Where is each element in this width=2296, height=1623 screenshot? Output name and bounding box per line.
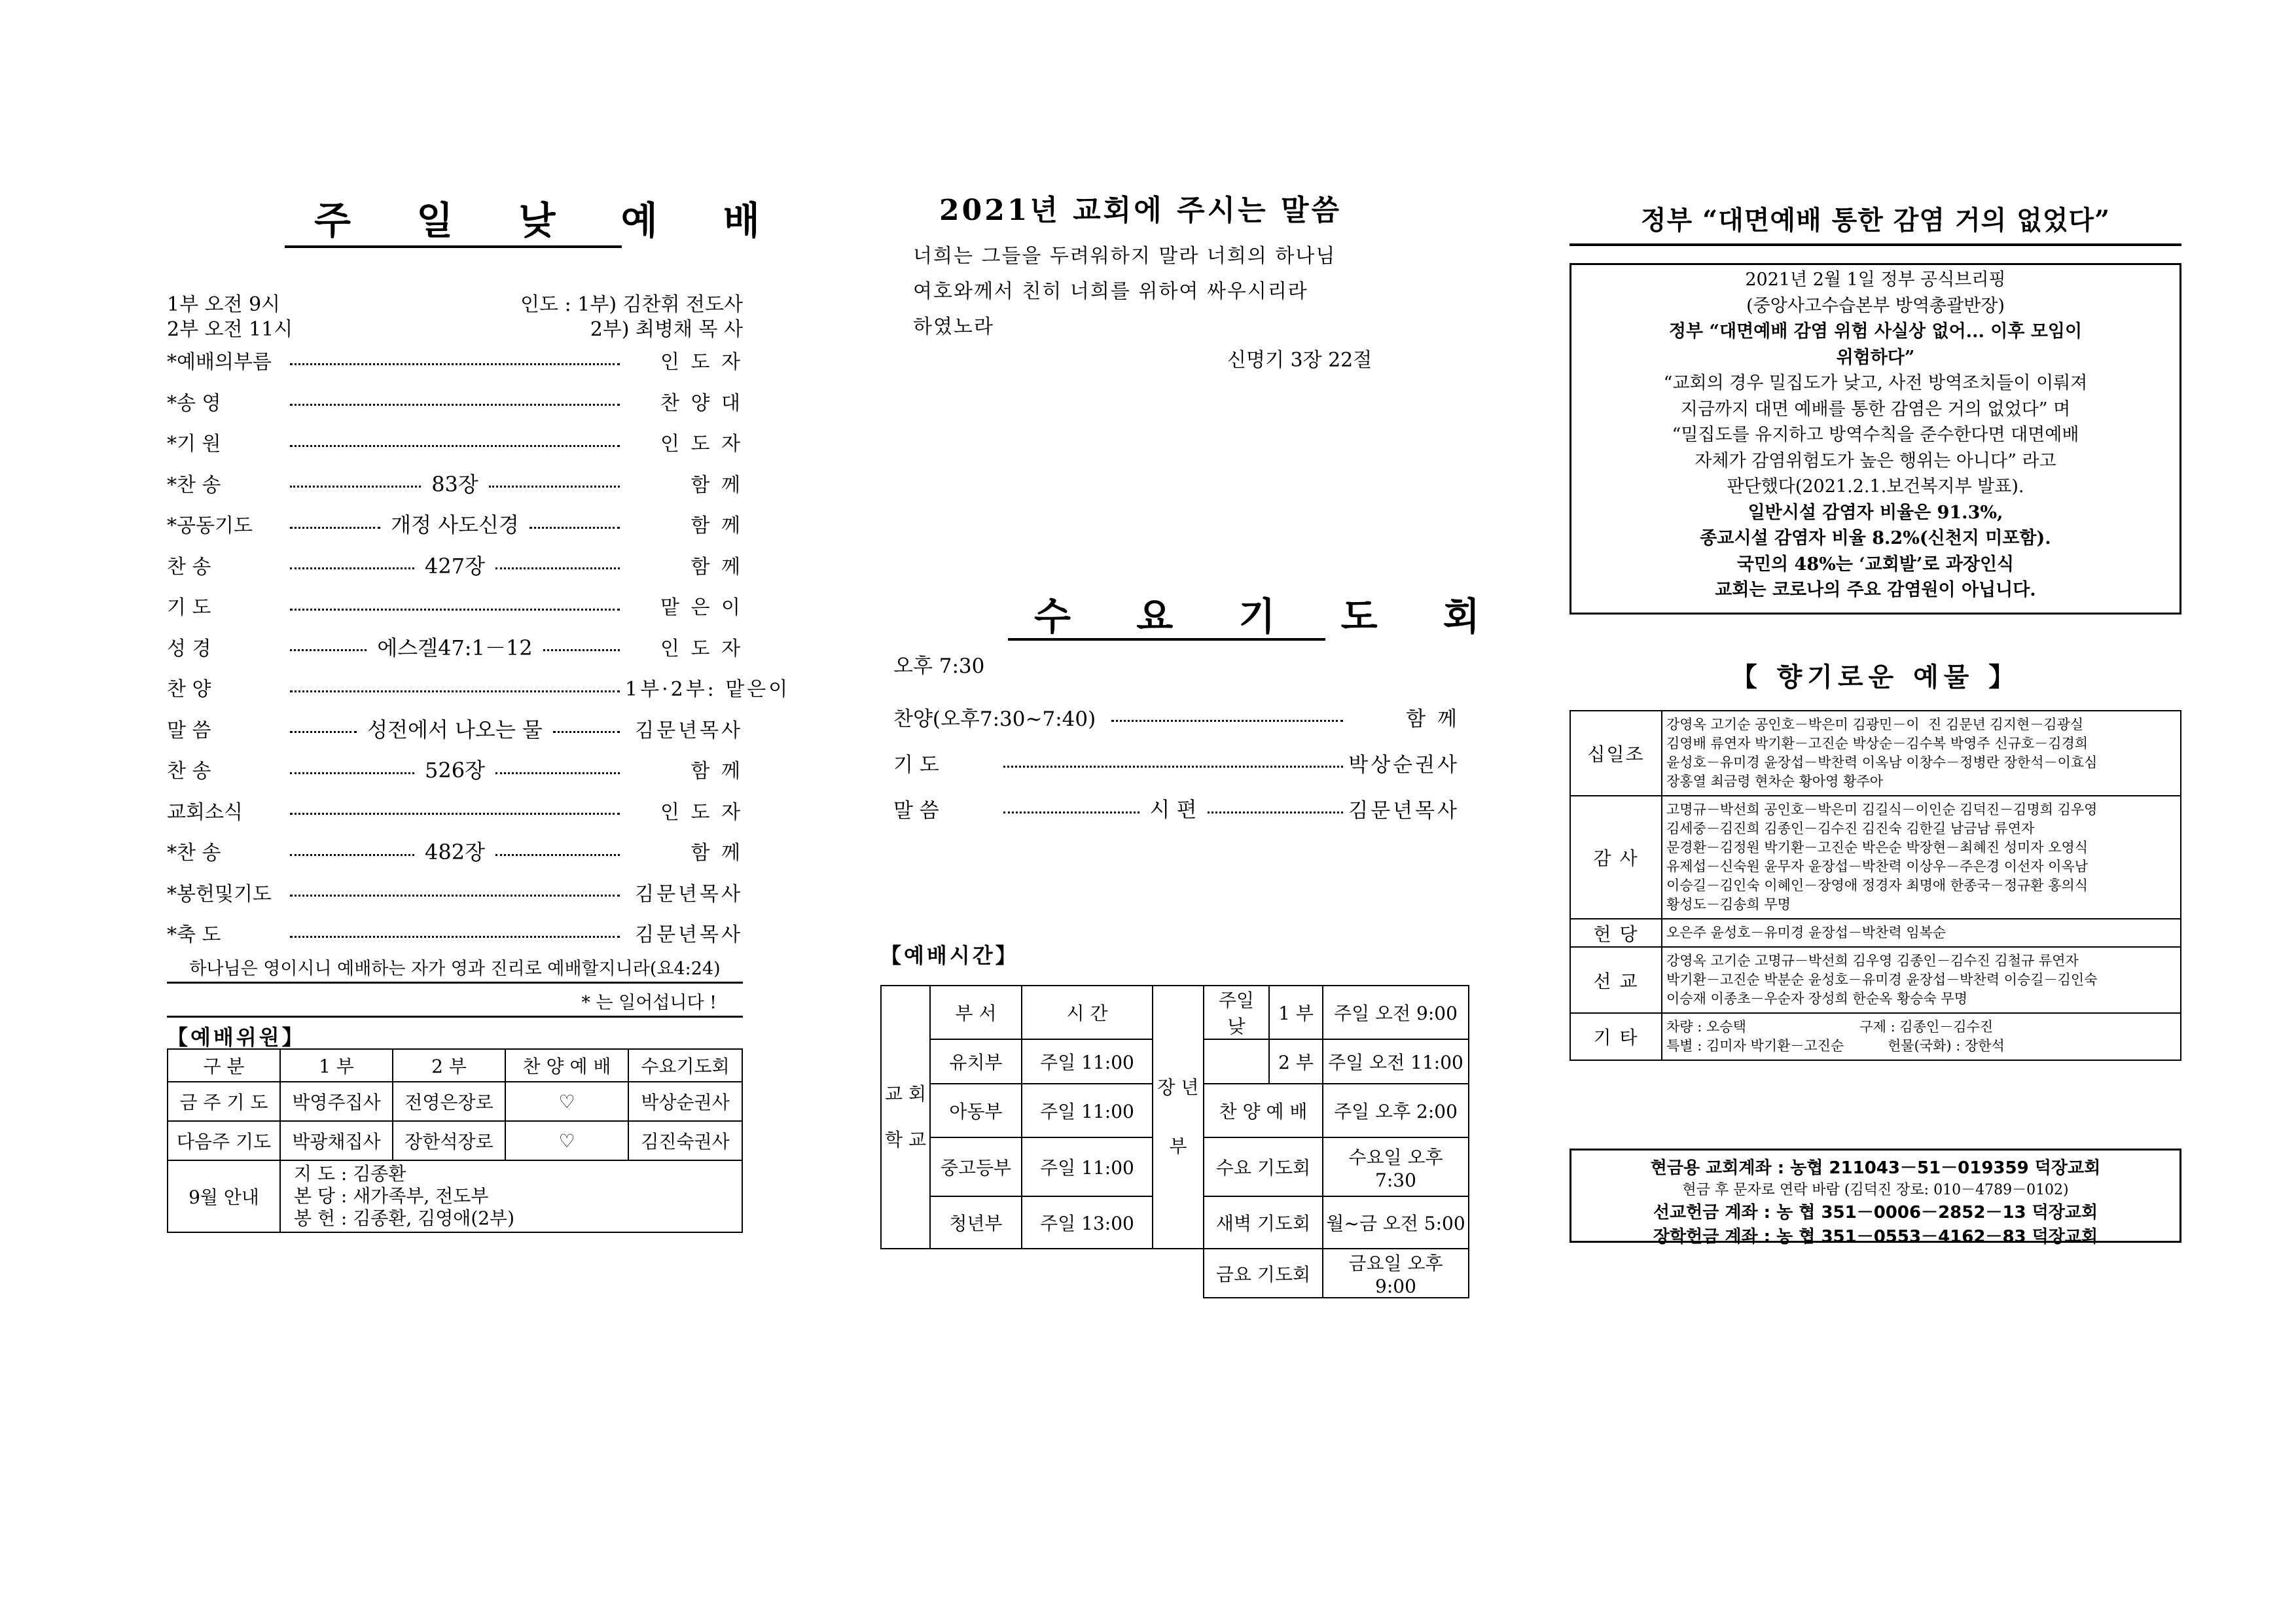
staff-cell: 다음주 기도 [168, 1121, 280, 1160]
schedule-cell: 중고등부 [930, 1137, 1022, 1196]
schedule-cell: 주일 11:00 [1022, 1039, 1153, 1084]
order-label: 찬 송 [167, 760, 211, 783]
dot-leader [495, 772, 620, 774]
month-guide-line: 봉 헌 : 김종환, 김영애(2부) [294, 1207, 515, 1229]
schedule-cell: 금요일 오후 9:00 [1323, 1249, 1469, 1298]
news-line: (중앙사고수습본부 방역총괄반장) [1746, 295, 2005, 316]
order-label: *기 원 [167, 433, 221, 455]
order-leader: 함 께 [691, 842, 743, 865]
staff-cell: 금 주 기 도 [168, 1082, 280, 1121]
dot-leader [290, 609, 620, 611]
heart-icon: ♡ [505, 1121, 628, 1160]
order-leader: 맡 은 이 [660, 596, 743, 619]
month-guide-line: 지 도 : 김종환 [294, 1163, 406, 1185]
schedule-cell: 새벽 기도회 [1204, 1196, 1323, 1249]
wednesday-leader: 박상순권사 [1348, 753, 1460, 777]
order-leader: 인 도 자 [660, 637, 744, 660]
order-leader: 인 도 자 [660, 800, 743, 824]
offering-names-line: 차량 : 오승택 구제 : 김종인－김수진 [1666, 1019, 1994, 1035]
offering-names-line: 오은주 윤성호－유미경 윤장섭－박찬력 임복순 [1666, 925, 1946, 940]
offering-names-line: 이승재 이종초－우순자 장성희 한순옥 황승숙 무명 [1666, 991, 1968, 1007]
order-label: *송 영 [167, 391, 221, 415]
staff-cell: 전영은장로 [393, 1082, 505, 1121]
schedule-header-dept: 부 서 [930, 986, 1022, 1039]
news-line: 자체가 감염위험도가 높은 행위는 아니다” 라고 [1695, 450, 2056, 471]
order-label: *축 도 [167, 923, 221, 946]
order-row [167, 671, 791, 704]
account-mission: 선교헌금 계좌 : 농 협 351－0006－2852－13 덕장교회 [1653, 1203, 2098, 1222]
order-row [167, 630, 743, 663]
offering-names [1662, 711, 2181, 796]
order-content: 개정 사도신경 [391, 512, 519, 537]
offering-names-line: 이승길－김인숙 이혜인－장영애 정경자 최명애 한종국－정규환 홍의식 [1666, 878, 2089, 893]
wednesday-title-underline [1008, 638, 1325, 641]
offering-row [1570, 947, 2181, 1013]
order-content: 427장 [425, 553, 485, 579]
order-row [167, 507, 743, 540]
order-leader: 인 도 자 [660, 433, 743, 455]
wednesday-row [893, 792, 1460, 825]
schedule-cell: 수요 기도회 [1204, 1137, 1323, 1196]
news-line: 국민의 48%는 ‘교회발’로 과장인식 [1736, 554, 2015, 575]
dot-leader [290, 690, 620, 692]
offering-names [1662, 919, 2181, 947]
worship-staff-title: 【예배위원】 [167, 1025, 306, 1050]
offering-names-line: 특별 : 김미자 박기환－고진순 헌물(국화) : 장한석 [1666, 1038, 2005, 1054]
order-row [167, 834, 743, 867]
schedule-cell: 주일 13:00 [1022, 1196, 1153, 1249]
schedule-cell: 아동부 [930, 1084, 1022, 1137]
wednesday-leader: 함 께 [1406, 707, 1460, 731]
order-leader: 인 도 자 [660, 351, 743, 374]
yearly-word-line: 너희는 그들을 두려워하지 말라 너희의 하나님 [913, 245, 1336, 268]
news-line: 지금까지 대면 예배를 통한 감염은 거의 없었다” 며 [1680, 399, 2071, 419]
order-row [167, 916, 743, 949]
yearly-word-line: 하였노라 [913, 315, 994, 338]
dot-leader [1003, 766, 1343, 768]
offering-names-line: 윤성호－유미경 윤장섭－박찬력 이옥남 이창수－정병란 장한석－이효심 [1666, 755, 2098, 770]
offering-names-line: 박기환－고진순 박분순 윤성호－유미경 윤장섭－박찬력 이승길－김인숙 [1666, 972, 2098, 988]
offering-table [1570, 710, 2181, 1061]
staff-header-first: 1 부 [280, 1049, 393, 1082]
news-title: 정부 “대면예배 통한 감염 거의 없었다” [1640, 205, 2111, 236]
staff-cell: 장한석장로 [393, 1121, 505, 1160]
dot-leader [290, 486, 421, 488]
dot-leader [495, 567, 620, 569]
month-guide-line: 본 당 : 새가족부, 전도부 [294, 1185, 489, 1207]
dot-leader [489, 486, 620, 488]
schedule-cell: 유치부 [930, 1039, 1022, 1084]
yearly-word-line: 여호와께서 친히 너희를 위하여 싸우시리라 [913, 280, 1308, 303]
schedule-cell: 주일 오후 2:00 [1323, 1084, 1469, 1137]
dot-leader [290, 363, 620, 365]
news-lines [1571, 267, 2179, 603]
staff-header-row [168, 1049, 742, 1082]
yearly-word-title: 2021년 교회에 주시는 말씀 [939, 194, 1342, 227]
schedule-spacer [881, 1249, 1204, 1298]
offering-title: 【 향기로운 예물 】 [1731, 662, 2020, 692]
wednesday-label: 말 씀 [893, 798, 939, 823]
leader-line-2: 2부) 최병채 목 사 [590, 318, 743, 341]
dot-leader [1003, 812, 1139, 813]
news-line: 판단했다(2021.2.1.보건복지부 발표). [1727, 476, 2024, 497]
news-line: 2021년 2월 1일 정부 공식브리핑 [1745, 270, 2006, 290]
worship-staff-table [167, 1048, 743, 1233]
wednesday-title: 수 요 기 도 회 [1034, 594, 1506, 639]
month-guide-label: 9월 안내 [168, 1160, 280, 1232]
offering-names-line: 황성도－김송희 무명 [1666, 897, 1791, 912]
dot-leader [290, 445, 620, 447]
dot-leader [553, 731, 620, 733]
news-line: 일반시설 감염자 비율은 91.3%, [1748, 502, 2003, 523]
dot-leader [290, 649, 367, 651]
offering-names-line: 고명규－박선희 공인호－박은미 김길식－이인순 김덕진－김명희 김우영 [1666, 802, 2098, 817]
dot-leader [290, 731, 357, 733]
sunday-title-underline [285, 245, 622, 248]
staff-cell: 김진숙권사 [628, 1121, 742, 1160]
dot-leader [290, 527, 380, 529]
news-box [1570, 263, 2181, 615]
offering-row [1570, 711, 2181, 796]
order-label: 기 도 [167, 596, 211, 619]
order-label: *공동기도 [167, 514, 253, 537]
wednesday-label: 기 도 [893, 753, 939, 777]
sunday-title: 주 일 낮 예 배 [314, 198, 786, 243]
account-note: 현금 후 문자로 연락 바람 (김덕진 장로: 010－4789－0102) [1682, 1182, 2069, 1198]
order-label: 찬 송 [167, 555, 211, 579]
order-leader: 1부·2부: 맡은이 [625, 678, 791, 701]
order-row [167, 712, 743, 745]
schedule-cell: 주일 11:00 [1022, 1084, 1153, 1137]
order-leader: 함 께 [691, 473, 744, 497]
offering-names [1662, 796, 2181, 919]
yearly-word-text [913, 239, 1336, 345]
staff-header-category: 구 분 [168, 1049, 280, 1082]
schedule-cell [1204, 1039, 1269, 1084]
order-label: *봉헌및기도 [167, 882, 272, 906]
account-main: 현금용 교회계좌 : 농협 211043－51－019359 덕장교회 [1650, 1158, 2101, 1178]
staff-cell: 박상순권사 [628, 1082, 742, 1121]
account-scholarship: 장학헌금 계좌 : 농 협 351－0553－4162－83 덕장교회 [1653, 1227, 2098, 1247]
order-row [167, 385, 743, 418]
schedule-cell: 주일 11:00 [1022, 1137, 1153, 1196]
dot-leader [290, 895, 620, 897]
order-content: 526장 [425, 758, 485, 783]
adult-dept-label: 장 년 부 [1153, 986, 1204, 1249]
offering-category: 헌 당 [1570, 919, 1662, 947]
offering-names [1662, 1013, 2181, 1060]
wednesday-content: 시 편 [1149, 797, 1197, 822]
order-row [167, 548, 743, 581]
order-leader: 함 께 [691, 514, 743, 537]
offering-names-line: 김세중－김진희 김종인－김수진 김진숙 김한길 남금남 류연자 [1666, 821, 2035, 836]
dot-leader [290, 772, 414, 774]
schedule-cell: 금요 기도회 [1204, 1249, 1323, 1298]
order-row [167, 467, 743, 499]
schedule-cell: 수요일 오후 7:30 [1323, 1137, 1469, 1196]
order-leader: 함 께 [691, 760, 743, 783]
order-label: 말 씀 [167, 719, 211, 742]
sunday-day-label: 주일 낮 [1204, 986, 1269, 1039]
news-line: 위험하다” [1836, 347, 1915, 368]
order-row [167, 794, 743, 827]
wednesday-row [893, 700, 1460, 733]
wednesday-label: 찬양(오후7:30~7:40) [893, 707, 1096, 731]
dot-leader [495, 854, 620, 856]
offering-names-line: 유제섭－신숙원 윤무자 윤장섭－박찬력 이상우－주은경 이선자 이옥남 [1666, 859, 2089, 874]
staff-header-praise: 찬 양 예 배 [505, 1049, 628, 1082]
staff-row-next-week [168, 1121, 742, 1160]
offering-names-line: 장홍열 최금령 현차순 황아영 황주아 [1666, 774, 1883, 789]
leader-line-1: 인도 : 1부) 김찬휘 전도사 [520, 293, 743, 316]
offering-row [1570, 1013, 2181, 1060]
offering-row [1570, 919, 2181, 947]
order-row [167, 876, 743, 908]
offering-category: 감 사 [1570, 796, 1662, 919]
schedule-table [880, 985, 1469, 1298]
order-content: 83장 [431, 471, 478, 497]
order-content: 성전에서 나오는 물 [367, 717, 543, 742]
service-time-2: 2부 오전 11시 [167, 318, 293, 341]
dot-leader [529, 527, 620, 529]
dot-leader [290, 404, 620, 406]
order-content: 482장 [425, 840, 485, 865]
order-row [167, 589, 743, 622]
order-label: *예배의부름 [167, 351, 272, 374]
wednesday-leader: 김문년목사 [1348, 798, 1460, 823]
schedule-cell: 찬 양 예 배 [1204, 1084, 1323, 1137]
heart-icon: ♡ [505, 1082, 628, 1121]
service-time-1: 1부 오전 9시 [167, 293, 281, 316]
schedule-header-time: 시 간 [1022, 986, 1153, 1039]
news-line: 정부 “대면예배 감염 위험 사실상 없어... 이후 모임이 [1668, 321, 2083, 342]
staff-header-second: 2 부 [393, 1049, 505, 1082]
staff-header-wednesday: 수요기도회 [628, 1049, 742, 1082]
church-school-label: 교 회 학 교 [881, 986, 930, 1249]
account-box [1570, 1149, 2181, 1247]
order-leader: 김문년목사 [635, 719, 744, 742]
order-row [167, 753, 743, 785]
order-leader: 함 께 [691, 555, 743, 579]
news-line: “밀집도를 유지하고 방역수칙을 준수한다면 대면예배 [1672, 425, 2079, 445]
schedule-cell: 주일 오전 11:00 [1323, 1039, 1469, 1084]
order-leader: 찬 양 대 [660, 391, 743, 415]
month-guide-details [280, 1160, 742, 1232]
schedule-cell: 1 부 [1269, 986, 1323, 1039]
news-line: “교회의 경우 밀집도가 낮고, 사전 방역조치들이 이뤄져 [1663, 373, 2088, 393]
dot-leader [1111, 720, 1343, 722]
staff-row-this-week [168, 1082, 742, 1121]
offering-names-line: 강영옥 고기순 고명규－박선희 김우영 김종인－김수진 김철규 류연자 [1666, 953, 2079, 969]
schedule-cell: 2 부 [1269, 1039, 1323, 1084]
offering-names [1662, 947, 2181, 1013]
staff-row-month [168, 1160, 742, 1232]
news-line: 종교시설 감염자 비율 8.2%(신천지 미포함). [1700, 528, 2051, 548]
order-label: 찬 양 [167, 678, 211, 701]
dot-leader [290, 567, 414, 569]
schedule-cell: 월~금 오전 5:00 [1323, 1196, 1469, 1249]
order-row [167, 344, 743, 376]
dot-leader [290, 936, 620, 938]
offering-names-line: 강영옥 고기순 공인호－박은미 김광민－이 진 김문년 김지현－김광실 [1666, 717, 2084, 732]
wednesday-time: 오후 7:30 [893, 654, 985, 678]
staff-cell: 박영주집사 [280, 1082, 393, 1121]
staff-cell: 박광채집사 [280, 1121, 393, 1160]
order-leader: 김문년목사 [635, 882, 743, 906]
schedule-title: 【예배시간】 [880, 943, 1019, 968]
dot-leader [543, 649, 620, 651]
order-label: 교회소식 [167, 800, 243, 824]
offering-category: 십일조 [1570, 711, 1662, 796]
offering-names-line: 김영배 류연자 박기환－고진순 박상순－김수복 박영주 신규호－김경희 [1666, 736, 2089, 751]
dot-leader [290, 854, 414, 856]
order-content: 에스겔47:1－12 [377, 635, 533, 660]
order-leader: 김문년목사 [635, 923, 743, 946]
schedule-row [881, 1249, 1469, 1298]
order-row [167, 425, 743, 458]
news-title-underline [1570, 243, 2181, 246]
wednesday-row [893, 746, 1460, 779]
offering-row [1570, 796, 2181, 919]
stand-note: * 는 일어섭니다 ! [581, 993, 717, 1013]
staff-divider [167, 1016, 743, 1018]
scripture-verse: 하나님은 영이시니 예배하는 자가 영과 진리로 예배할지니라(요4:24) [167, 954, 743, 984]
order-label: *찬 송 [167, 842, 221, 865]
news-line: 교회는 코로나의 주요 감염원이 아닙니다. [1715, 580, 2036, 600]
offering-category: 선 교 [1570, 947, 1662, 1013]
offering-names-line: 문경환－김정원 박기환－고진순 박은순 박장현－최혜진 성미자 오영식 [1666, 840, 2089, 855]
schedule-cell: 청년부 [930, 1196, 1022, 1249]
dot-leader [1208, 812, 1344, 813]
schedule-header-row [881, 986, 1469, 1039]
offering-category: 기 타 [1570, 1013, 1662, 1060]
order-label: 성 경 [167, 637, 211, 660]
dot-leader [290, 813, 620, 815]
schedule-cell: 주일 오전 9:00 [1323, 986, 1469, 1039]
order-label: *찬 송 [167, 473, 221, 497]
yearly-word-reference: 신명기 3장 22절 [1227, 349, 1372, 372]
